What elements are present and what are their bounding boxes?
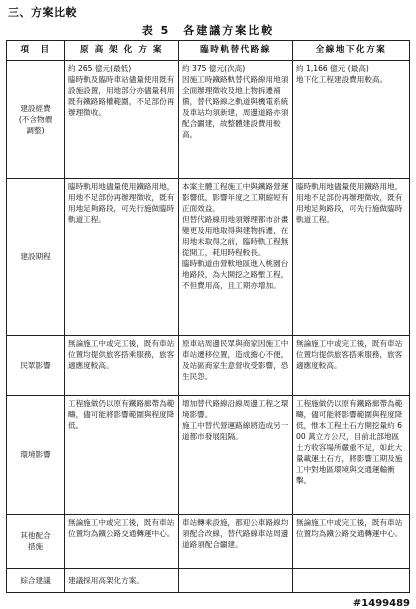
section-title: 三、方案比較 xyxy=(8,6,77,19)
table-row-overall-recommendation xyxy=(7,568,410,592)
row-label: 民眾影響 xyxy=(7,335,65,395)
table-cell: 無論施工中或完工後，既有車站位置均提供旅客搭乘服務，旅客適應度較高。 xyxy=(65,335,179,395)
comparison-table xyxy=(6,40,410,593)
table-cell xyxy=(293,568,410,592)
table-row-environmental-impact xyxy=(7,395,410,514)
table-cell: 約 1,166 億元 (最高) 地下化工程建設費用較高。 xyxy=(293,61,410,179)
table-cell xyxy=(179,568,293,592)
table-cell: 臨時軌用地儘量使用鐵路用地，用地不足部份再辦理徵收，既有用地足夠路段，可先行施做臨時軌道工程。 xyxy=(293,178,410,335)
table-row-public-impact xyxy=(7,335,410,395)
table-cell: 建議採用高架化方案。 xyxy=(65,568,179,592)
table-cell: 約 375 億元(次高) 因施工時鐵路軌替代路線用地須全面辦理徵收及地上物拆遷補償，替代路線之軌道與機電系統及車站均須新建，周邊道路亦須配合闢建，故整體建設費用較高。 xyxy=(179,61,293,179)
row-label: 建設經費 (不含物價 調整) xyxy=(7,61,65,179)
row-label: 綜合建議 xyxy=(7,568,65,592)
table-row-supporting-measures xyxy=(7,514,410,568)
table-cell: 增加替代路線沿線周邊工程之環境影響。 施工中替代營運路線將造成另一道都市發展阻隔。 xyxy=(179,395,293,514)
table-cell: 約 265 億元(最低) 臨時軌及臨時車站儘量使用既有設施設置，用地部分亦儘量利用既有鐵路路權範圍，不足部份再辦理徵收。 xyxy=(65,61,179,179)
table-cell: 無論施工中或完工後，既有車站位置均為鐵公路交通轉運中心。 xyxy=(65,514,179,568)
table-cell: 工程施做仍以原有鐵路廊帶為範疇，儘可能將影響範圍與程度降低。 xyxy=(65,395,179,514)
table-row-construction-cost xyxy=(7,61,410,179)
header-item: 項 目 xyxy=(7,41,65,61)
header-elevated-plan: 原 高 架 化 方 案 xyxy=(65,41,179,61)
table-cell: 本案主體工程施工中與鐵路營運影響低，影響年度之工期縮短有正面效益。 但替代路線用地須辦理都市計畫變更及用地取得與建物拆遷，在用地未取得之前，臨時軌工程無從開工，耗用時程較長。 臨時軌道由營軟地區進入桃園台地路段，為大開挖之路塹工程，不但費用高，且工期亦增加。 xyxy=(179,178,293,335)
table-cell: 工程施做仍以原有鐵路廊帶為範疇，儘可能將影響範圍與程度降低，惟本工程土石方開挖量約 600 萬立方公尺，目前北部地區土方收容場所嚴重不足，如此大量載運土石方，將影響工期及施工中對地區環境與交通運輸衝擊。 xyxy=(293,395,410,514)
table-cell: 車站轉乘設施，都迎公車路線均須配合改線，替代路線車站周邊道路須配合闢建。 xyxy=(179,514,293,568)
header-temporary-track-route: 臨時軌替代路線 xyxy=(179,41,293,61)
table-cell: 臨時軌用地儘量使用鐵路用地，用地不足部份再辦理徵收，既有用地足夠路段，可先行施做臨時軌道工程。 xyxy=(65,178,179,335)
table-cell: 無論施工中或完工後，既有車站位置均提供旅客搭乘服務，旅客適應度較高。 xyxy=(293,335,410,395)
row-label: 環境影響 xyxy=(7,395,65,514)
table-cell: 無論施工中或完工後，既有車站位置均為鐵公路交通轉運中心。 xyxy=(293,514,410,568)
header-underground-plan: 全線地下化方案 xyxy=(293,41,410,61)
table-caption: 表 5 各建議方案比較 xyxy=(141,24,275,37)
table-header-row xyxy=(7,41,410,61)
watermark-id: #1499489 xyxy=(352,598,410,609)
table-row-construction-schedule xyxy=(7,178,410,335)
row-label: 其他配合 措施 xyxy=(7,514,65,568)
table-cell: 原車站周邊民眾與商家因施工中車站遷移位置，造成擔心不便，及站區商家生意營收受影響，恐生民怨。 xyxy=(179,335,293,395)
row-label: 建設期程 xyxy=(7,178,65,335)
